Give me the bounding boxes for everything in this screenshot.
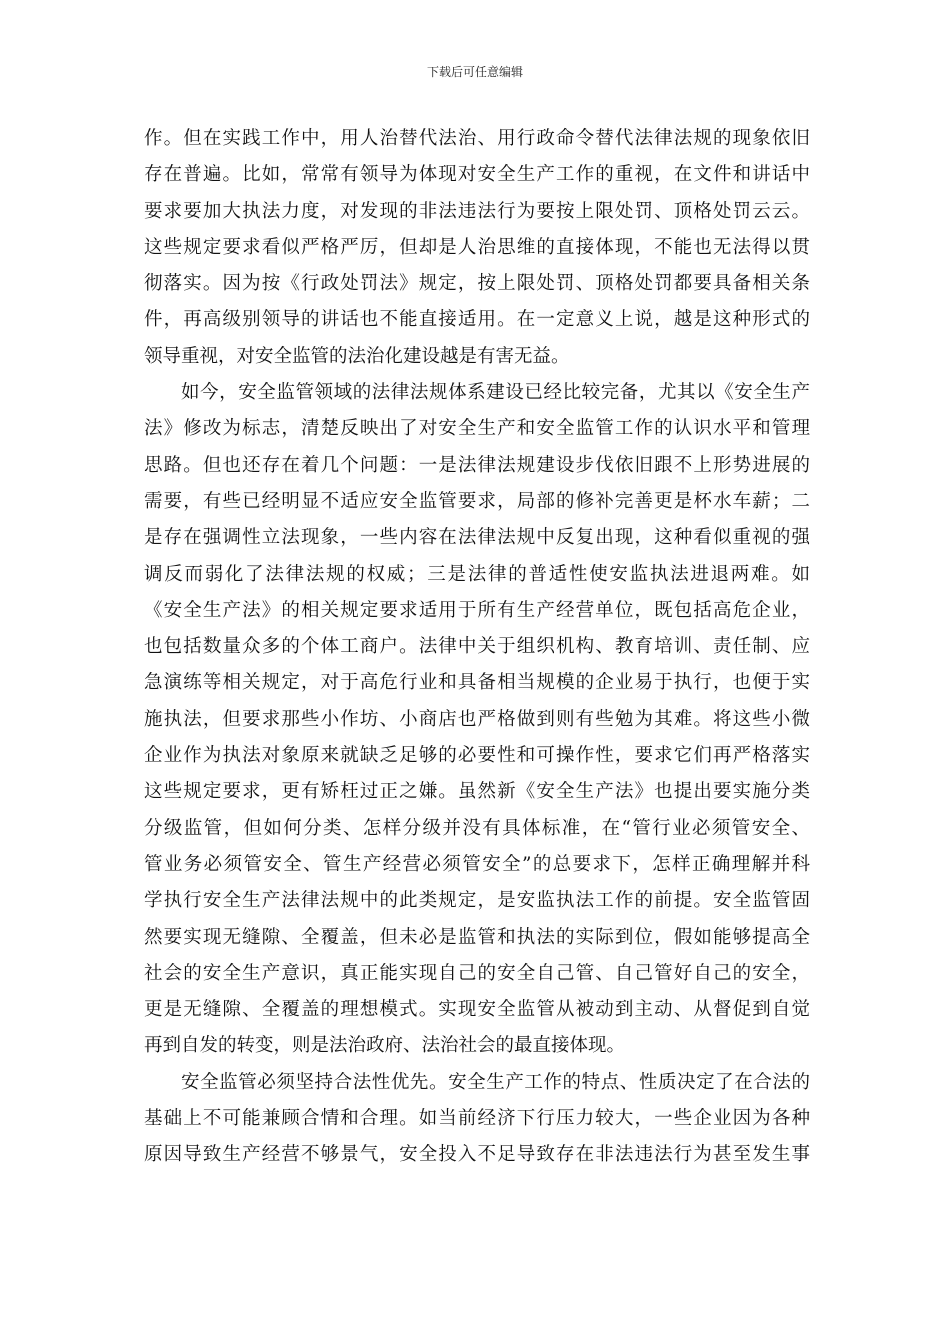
paragraph [144,1065,810,1174]
text-line: 再到自发的转变，则是法治政府、法治社会的最直接体现。 [144,1035,626,1057]
text-line: 要求要加大执法力度，对发现的非法违法行为要按上限处罚、顶格处罚云云。 [144,200,810,222]
text-line: 施执法，但要求那些小作坊、小商店也严格做到则有些勉为其难。将这些小微 [144,708,810,730]
text-line: 企业作为执法对象原来就缺乏足够的必要性和可操作性，要求它们再严格落实 [144,745,810,767]
text-line: 存在普遍。比如，常常有领导为体现对安全生产工作的重视，在文件和讲话中 [144,164,810,186]
text-line: 急演练等相关规定，对于高危行业和具备相当规模的企业易于执行，也便于实 [144,672,810,694]
page-header: 下载后可任意编辑 [426,65,523,79]
text-line: 也包括数量众多的个体工商户。法律中关于组织机构、教育培训、责任制、应 [144,636,810,658]
text-line: 需要，有些已经明显不适应安全监管要求，局部的修补完善更是杯水车薪；二 [144,490,810,512]
text-line: 调反而弱化了法律法规的权威；三是法律的普适性使安监执法进退两难。如 [144,563,810,585]
text-line: 《安全生产法》的相关规定要求适用于所有生产经营单位，既包括高危企业， [144,599,810,621]
text-line: 法》修改为标志，清楚反映出了对安全生产和安全监管工作的认识水平和管理 [144,418,810,440]
text-line: 然要实现无缝隙、全覆盖，但未必是监管和执法的实际到位，假如能够提高全 [144,926,810,948]
text-line: 这些规定要求，更有矫枉过正之嫌。虽然新《安全生产法》也提出要实施分类 [144,781,810,803]
text-line: 思路。但也还存在着几个问题：一是法律法规建设步伐依旧跟不上形势进展的 [144,454,810,476]
text-line: 分级监管，但如何分类、怎样分级并没有具体标准，在“管行业必须管安全、 [144,817,810,839]
text-line: 原因导致生产经营不够景气，安全投入不足导致存在非法违法行为甚至发生事 [144,1144,810,1166]
document-body [144,121,810,1174]
text-line: 作。但在实践工作中，用人治替代法治、用行政命令替代法律法规的现象依旧 [144,128,810,149]
text-line: 基础上不可能兼顾合情和合理。如当前经济下行压力较大，一些企业因为各种 [144,1108,810,1130]
text-line: 这些规定要求看似严格严厉，但却是人治思维的直接体现，不能也无法得以贯 [144,236,810,258]
text-line: 领导重视，对安全监管的法治化建设越是有害无益。 [144,345,570,367]
text-line: 如今，安全监管领域的法律法规体系建设已经比较完备，尤其以《安全生产 [181,382,810,404]
text-line: 更是无缝隙、全覆盖的理想模式。实现安全监管从被动到主动、从督促到自觉 [144,999,810,1021]
text-line: 安全监管必须坚持合法性优先。安全生产工作的特点、性质决定了在合法的 [181,1071,810,1093]
text-line: 学执行安全生产法律法规中的此类规定，是安监执法工作的前提。安全监管固 [144,890,810,912]
text-line: 是存在强调性立法现象，一些内容在法律法规中反复出现，这种看似重视的强 [144,527,810,549]
text-line: 件，再高级别领导的讲话也不能直接适用。在一定意义上说，越是这种形式的 [144,309,810,331]
paragraph [144,121,810,375]
paragraph [144,375,810,1065]
text-line: 社会的安全生产意识，真正能实现自己的安全自己管、自己管好自己的安全， [144,962,810,984]
text-line: 管业务必须管安全、管生产经营必须管安全”的总要求下，怎样正确理解并科 [144,853,810,875]
text-line: 彻落实。因为按《行政处罚法》规定，按上限处罚、顶格处罚都要具备相关条 [144,273,810,295]
